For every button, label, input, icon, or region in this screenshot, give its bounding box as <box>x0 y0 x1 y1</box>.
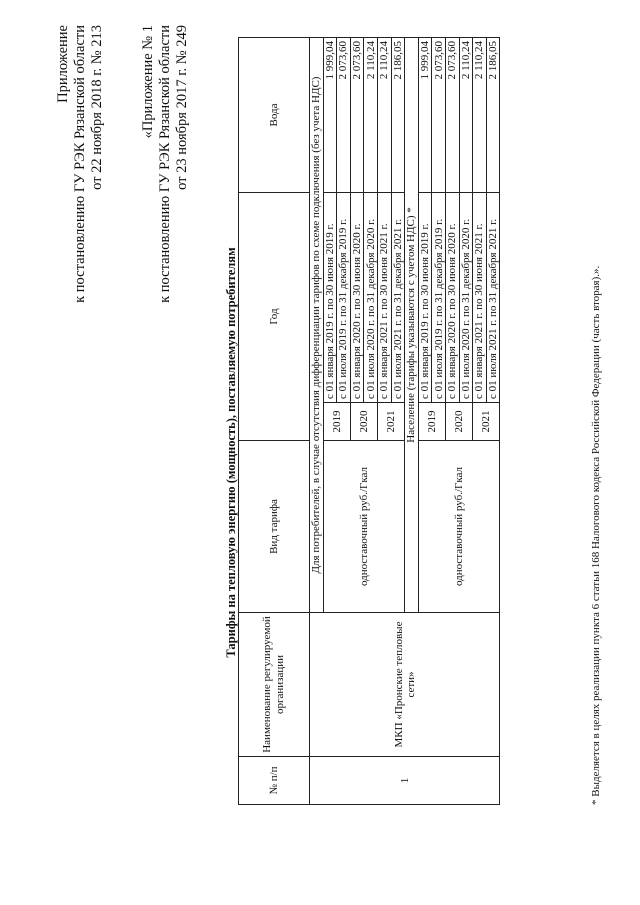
value-cell: 2 073,60 <box>432 38 446 193</box>
col-header-num: № п/п <box>239 757 310 805</box>
value-cell: 2 110,24 <box>459 38 473 193</box>
period-cell: с 01 июля 2019 г. по 31 декабря 2019 г. <box>337 193 351 403</box>
annex-title: Приложение <box>55 25 71 103</box>
period-cell: с 01 июля 2019 г. по 31 декабря 2019 г. <box>432 193 446 403</box>
year-cell: 2019 <box>323 403 350 441</box>
year-cell: 2019 <box>418 403 445 441</box>
old-annex-line-2: от 23 ноября 2017 г. № 249 <box>174 25 190 190</box>
value-cell: 2 073,60 <box>445 38 459 193</box>
period-cell: с 01 января 2021 г. по 30 июня 2021 г. <box>473 193 487 403</box>
annex-line-2: от 22 ноября 2018 г. № 213 <box>89 25 105 190</box>
value-cell: 2 186,05 <box>486 38 500 193</box>
year-cell: 2021 <box>473 403 500 441</box>
section-row <box>310 38 324 805</box>
old-annex-header <box>140 25 191 303</box>
tariff-type: одноставочный руб./Гкал <box>418 441 500 613</box>
period-cell: с 01 января 2021 г. по 30 июня 2021 г. <box>377 193 391 403</box>
value-cell: 2 110,24 <box>377 38 391 193</box>
year-cell: 2020 <box>350 403 377 441</box>
row-number: 1 <box>310 757 500 805</box>
value-cell: 2 073,60 <box>337 38 351 193</box>
annex-line-1: к постановлению ГУ РЭК Рязанской области <box>72 25 88 303</box>
value-cell: 2 110,24 <box>364 38 378 193</box>
period-cell: с 01 июля 2020 г. по 31 декабря 2020 г. <box>364 193 378 403</box>
period-cell: с 01 января 2020 г. по 30 июня 2020 г. <box>445 193 459 403</box>
value-cell: 1 999,04 <box>418 38 432 193</box>
section-title: Для потребителей, в случае отсутствия дифференциации тарифов по схеме подключения (без учета НДС) <box>310 38 324 613</box>
period-cell: с 01 июля 2020 г. по 31 декабря 2020 г. <box>459 193 473 403</box>
value-cell: 2 186,05 <box>391 38 405 193</box>
col-header-org: Наименование регулируемой организации <box>239 613 310 757</box>
col-header-year: Год <box>239 193 310 441</box>
old-annex-title: «Приложение № 1 <box>140 25 156 139</box>
section-title: Население (тарифы указываются с учетом НДС) * <box>405 38 419 613</box>
tariff-type: одноставочный руб./Гкал <box>323 441 405 613</box>
value-cell: 1 999,04 <box>323 38 337 193</box>
col-header-water: Вода <box>239 38 310 193</box>
table-header-row <box>239 38 310 805</box>
footnote: * Выделяется в целях реализации пункта 6 статьи 168 Налогового кодекса Российской Федерации (часть вторая).». <box>590 265 602 805</box>
period-cell: с 01 января 2019 г. по 30 июня 2019 г. <box>418 193 432 403</box>
period-cell: с 01 января 2020 г. по 30 июня 2020 г. <box>350 193 364 403</box>
value-cell: 2 073,60 <box>350 38 364 193</box>
organization-name: МКП «Пронские тепловые сети» <box>310 613 500 757</box>
document-title: Тарифы на тепловую энергию (мощность), поставляемую потребителям <box>224 247 238 658</box>
year-cell: 2021 <box>377 403 404 441</box>
tariff-table <box>238 37 500 805</box>
period-cell: с 01 июля 2021 г. по 31 декабря 2021 г. <box>486 193 500 403</box>
annex-header <box>55 25 106 303</box>
old-annex-line-1: к постановлению ГУ РЭК Рязанской области <box>157 25 173 303</box>
col-header-tariff-type: Вид тарифа <box>239 441 310 613</box>
value-cell: 2 110,24 <box>473 38 487 193</box>
period-cell: с 01 января 2019 г. по 30 июня 2019 г. <box>323 193 337 403</box>
period-cell: с 01 июля 2021 г. по 31 декабря 2021 г. <box>391 193 405 403</box>
year-cell: 2020 <box>445 403 472 441</box>
